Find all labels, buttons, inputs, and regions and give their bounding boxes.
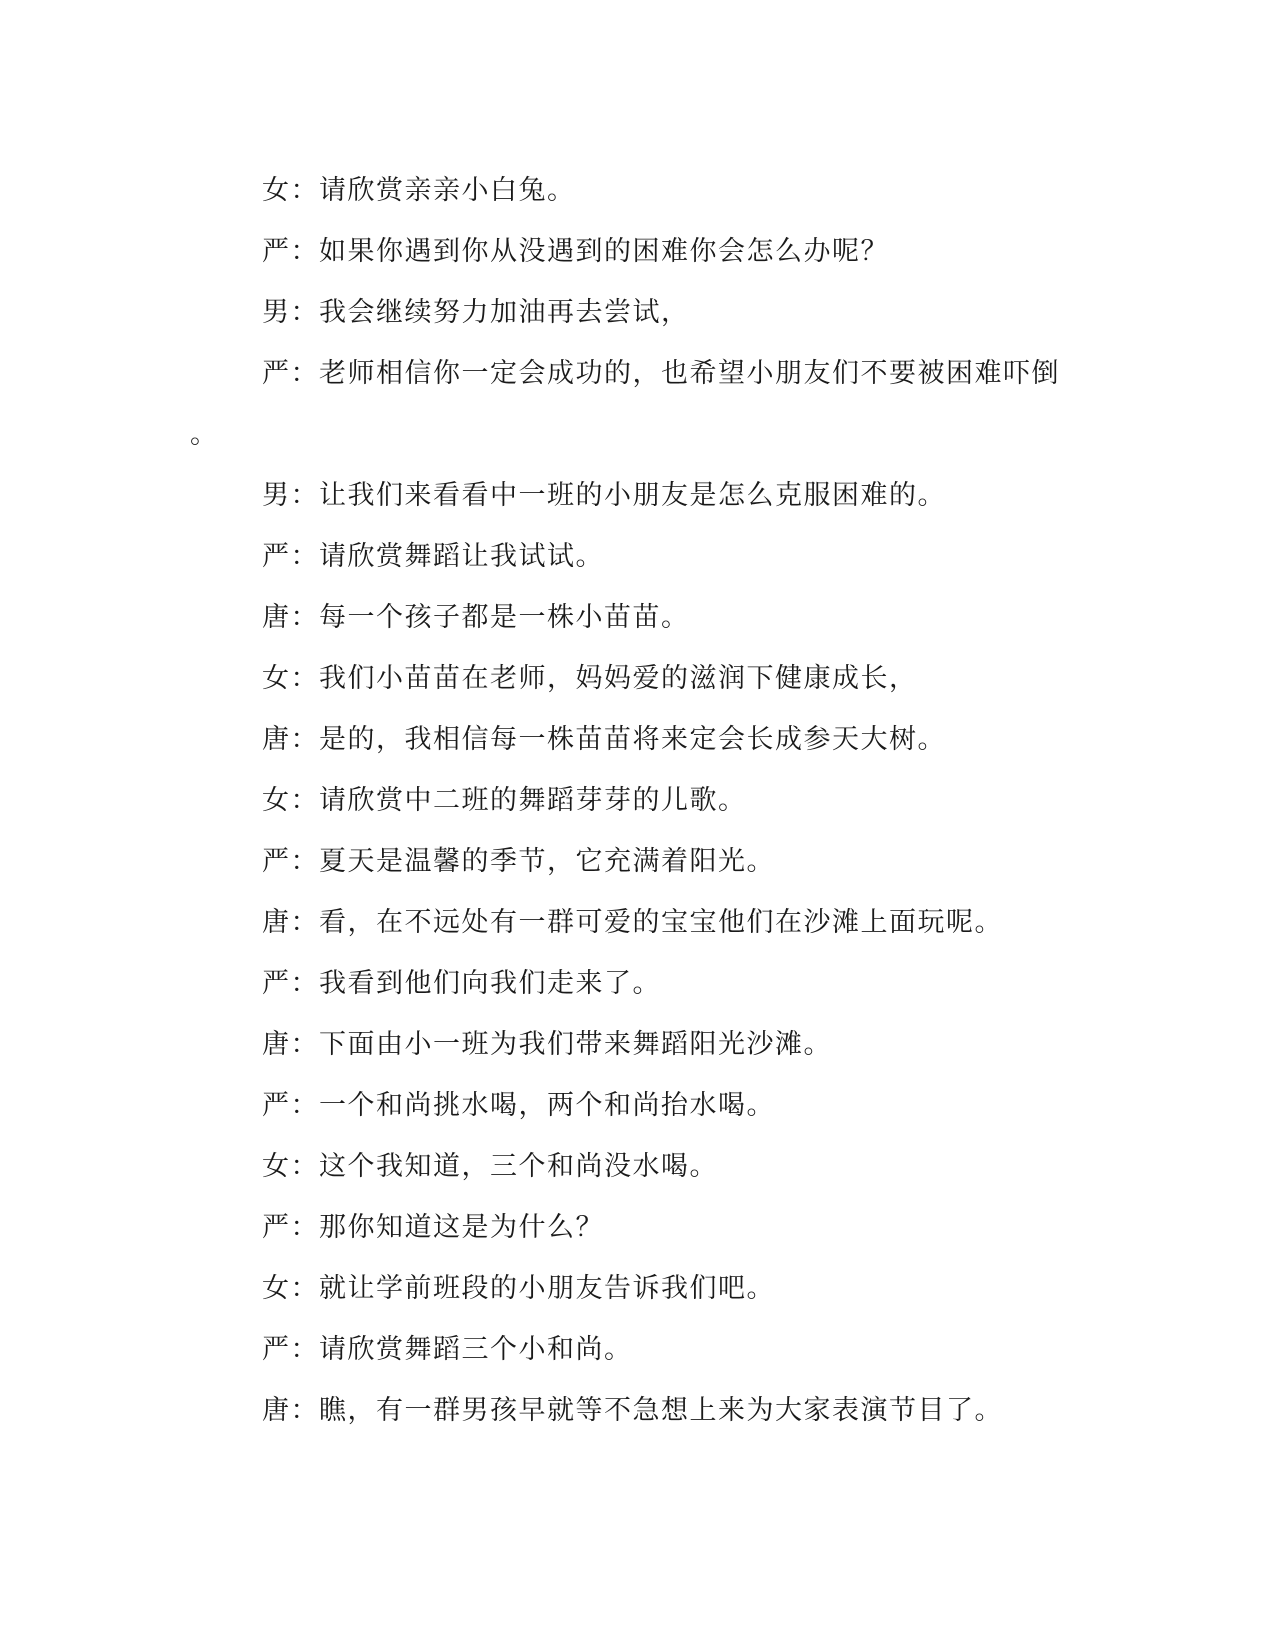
script-line: 男：我会继续努力加油再去尝试， (262, 297, 690, 328)
script-line: 严：一个和尚挑水喝，两个和尚抬水喝。 (262, 1090, 775, 1121)
script-line: 女：就让学前班段的小朋友告诉我们吧。 (262, 1273, 775, 1304)
script-text (0, 160, 1275, 1441)
script-line: 唐：每一个孩子都是一株小苗苗。 (262, 602, 690, 633)
script-line: 女：请欣赏亲亲小白兔。 (262, 175, 576, 206)
script-line: 严：老师相信你一定会成功的，也希望小朋友们不要被困难吓倒 (262, 358, 1060, 389)
script-line: 唐：是的，我相信每一株苗苗将来定会长成参天大树。 (262, 724, 946, 755)
script-line: 唐：看，在不远处有一群可爱的宝宝他们在沙滩上面玩呢。 (262, 907, 1003, 938)
script-line-continuation: 。 (190, 419, 219, 450)
script-line: 严：我看到他们向我们走来了。 (262, 968, 661, 999)
script-line: 唐：下面由小一班为我们带来舞蹈阳光沙滩。 (262, 1029, 832, 1060)
script-line: 严：如果你遇到你从没遇到的困难你会怎么办呢？ (262, 236, 889, 267)
script-line: 唐：瞧，有一群男孩早就等不急想上来为大家表演节目了。 (262, 1395, 1003, 1426)
script-line: 严：夏天是温馨的季节，它充满着阳光。 (262, 846, 775, 877)
script-line: 女：这个我知道，三个和尚没水喝。 (262, 1151, 718, 1182)
script-line: 严：那你知道这是为什么？ (262, 1212, 604, 1243)
script-line: 严：请欣赏舞蹈让我试试。 (262, 541, 604, 572)
script-line: 严：请欣赏舞蹈三个小和尚。 (262, 1334, 633, 1365)
script-line: 男：让我们来看看中一班的小朋友是怎么克服困难的。 (262, 480, 946, 511)
script-line: 女：我们小苗苗在老师，妈妈爱的滋润下健康成长， (262, 663, 918, 694)
script-line: 女：请欣赏中二班的舞蹈芽芽的儿歌。 (262, 785, 747, 816)
